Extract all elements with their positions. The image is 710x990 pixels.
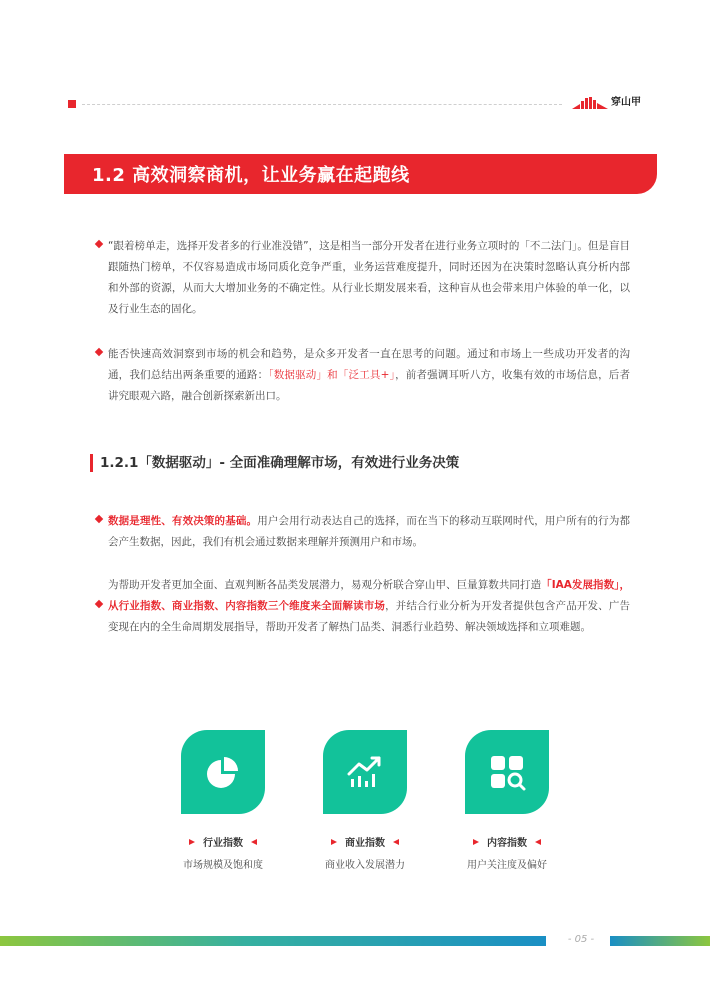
- paragraph-text: 数据是理性、有效决策的基础。用户会用行动表达自己的选择，而在当下的移动互联网时代，用户所有的行为都会产生数据，因此，我们有机会通过数据来理解并预测用户和市场。: [108, 515, 630, 548]
- footer-gradient-bar-end: [610, 936, 710, 946]
- bullet-diamond-icon: [95, 600, 103, 608]
- highlight-text: 「IAA发展指数」，从行业指数、商业指数、内容指数三个维度来全面解读市场: [108, 579, 630, 612]
- pie-chart-icon: [203, 752, 243, 792]
- brand-name: 穿山甲: [611, 97, 641, 108]
- trend-chart-icon: [343, 752, 387, 792]
- header-divider: [82, 104, 562, 105]
- pangolin-logo-icon: [572, 97, 608, 109]
- business-index-card: [323, 730, 407, 814]
- bullet-diamond-icon: [95, 240, 103, 248]
- arrow-left-icon: [393, 839, 399, 845]
- footer-gradient-bar: [0, 936, 546, 946]
- paragraph-text: “跟着榜单走，选择开发者多的行业准没错”，这是相当一部分开发者在进行业务立项时的「不二法门」。但是盲目跟随热门榜单，不仅容易造成市场同质化竞争严重，业务运营难度提升，同时还因为在决策时忽略认真分析内部和外部的资源，从而大大增加业务的不确定性。从行业长期发展来看，这种盲从也会带来用户体验的单一化，以及行业生态的固化。: [108, 240, 630, 315]
- paragraph-text: 能否快速高效洞察到市场的机会和趋势，是众多开发者一直在思考的问题。通过和市场上一些成功开发者的沟通，我们总结出两条重要的通路：「数据驱动」和「泛工具+」，前者强调耳听八方，收集有效的市场信息，后者讲究眼观六路，融合创新探索新出口。: [108, 348, 630, 402]
- industry-index-label: 行业指数: [143, 834, 303, 849]
- industry-index-desc: 市场规模及饱和度: [183, 860, 263, 871]
- bullet-diamond-icon: [95, 515, 103, 523]
- industry-index-card: [181, 730, 265, 814]
- content-index-card: [465, 730, 549, 814]
- arrow-right-icon: [189, 839, 195, 845]
- highlight-text: 「数据驱动」和「泛工具+」: [268, 369, 396, 381]
- subsection-marker: [90, 454, 93, 472]
- content-index-desc: 用户关注度及偏好: [467, 860, 547, 871]
- grid-search-icon: [487, 752, 527, 792]
- arrow-left-icon: [535, 839, 541, 845]
- arrow-right-icon: [331, 839, 337, 845]
- highlight-text: 数据是理性、有效决策的基础。: [108, 515, 258, 527]
- business-index-label: 商业指数: [285, 834, 445, 849]
- business-index-desc: 商业收入发展潜力: [325, 860, 405, 871]
- header-marker: [68, 100, 76, 108]
- bullet-paragraph-1: [108, 236, 630, 320]
- bullet-paragraph-2: [108, 344, 630, 407]
- section-title: 1.2 高效洞察商机，让业务赢在起跑线: [92, 165, 410, 186]
- bullet-diamond-icon: [95, 348, 103, 356]
- bullet-paragraph-4: [108, 575, 630, 638]
- paragraph-text: 为帮助开发者更加全面、直观判断各品类发展潜力，易观分析联合穿山甲、巨量算数共同打造「IAA发展指数」，从行业指数、商业指数、内容指数三个维度来全面解读市场，并结合行业分析为开发者提供包含产品开发、广告变现在内的全生命周期发展指导，帮助开发者了解热门品类、洞悉行业趋势、解决领域选择和立项难题。: [108, 579, 630, 633]
- page-number: - 05 -: [567, 934, 595, 945]
- bullet-paragraph-3: [108, 511, 630, 553]
- subsection-title: 1.2.1「数据驱动」- 全面准确理解市场，有效进行业务决策: [100, 455, 460, 471]
- section-banner: [64, 154, 657, 194]
- brand-logo: [572, 96, 641, 110]
- content-index-label: 内容指数: [427, 834, 587, 849]
- arrow-right-icon: [473, 839, 479, 845]
- arrow-left-icon: [251, 839, 257, 845]
